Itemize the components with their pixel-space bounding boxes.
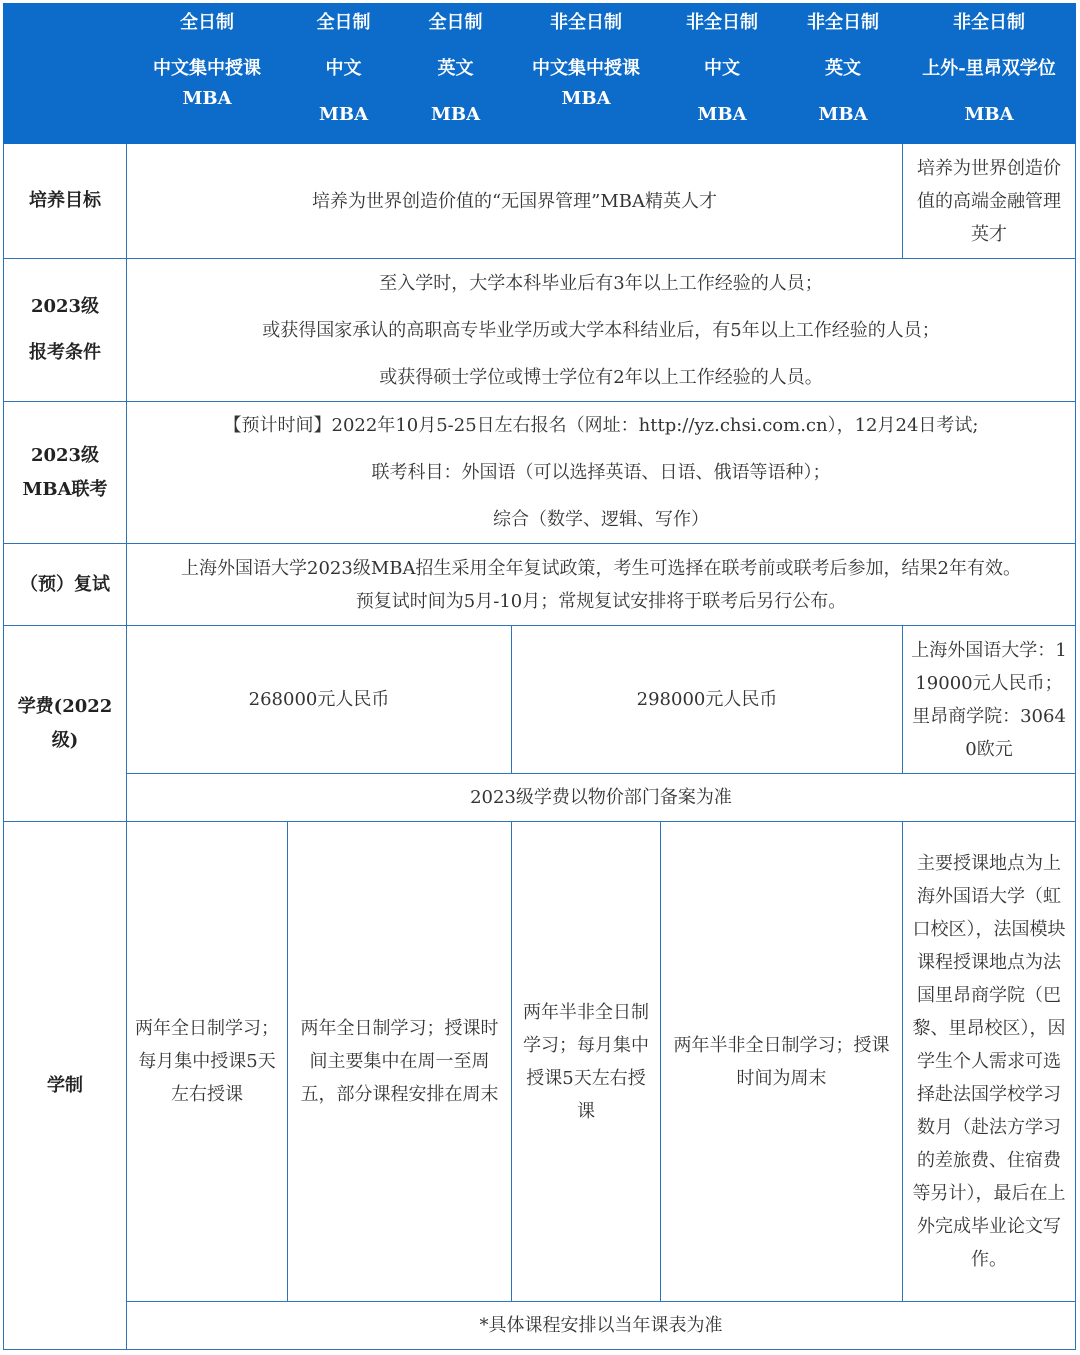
retest-info: 上海外国语大学2023级MBA招生采用全年复试政策，考生可选择在联考前或联考后参加，结果2年有效。 预复试时间为5月-10月；常规复试安排将于联考后另行公布。 — [127, 544, 1076, 626]
apply-conditions: 至入学时，大学本科毕业后有3年以上工作经验的人员； 或获得国家承认的高职高专毕业学历或大学本科结业后，有5年以上工作经验的人员； 或获得硕士学位或博士学位有2年以上工作经验的人员。 — [127, 259, 1076, 402]
system-label: 学制 — [4, 822, 127, 1350]
header-col-3: 全日制 英文 MBA — [400, 4, 512, 144]
system-dual: 主要授课地点为上海外国语大学（虹口校区），法国模块课程授课地点为法国里昂商学院（巴黎、里昂校区），因学生个人需求可选择赴法国学校学习数月（赴法方学习的差旅费、住宿费等另计），最后在上外完成毕业论文写作。 — [903, 822, 1076, 1302]
row-retest — [4, 544, 1076, 626]
apply-label: 2023级 报考条件 — [4, 259, 127, 402]
row-fee-note — [4, 774, 1076, 822]
row-apply — [4, 259, 1076, 402]
system-note: *具体课程安排以当年课表为准 — [127, 1302, 1076, 1350]
mba-program-table — [3, 3, 1076, 1350]
fee-label: 学费(2022级) — [4, 626, 127, 822]
exam-info: 【预计时间】2022年10月5-25日左右报名（网址：http://yz.chsi.com.cn），12月24日考试; 联考科目：外国语（可以选择英语、日语、俄语等语种）； 综合（数学、逻辑、写作） — [127, 402, 1076, 544]
row-system-note — [4, 1302, 1076, 1350]
goal-label: 培养目标 — [4, 144, 127, 259]
fee-parttime: 298000元人民币 — [512, 626, 903, 774]
header-col-4: 非全日制 中文集中授课 MBA — [512, 4, 661, 144]
header-col-2: 全日制 中文 MBA — [288, 4, 400, 144]
retest-label: （预）复试 — [4, 544, 127, 626]
system-c3: 两年半非全日制学习；每月集中授课5天左右授课 — [512, 822, 661, 1302]
system-c4: 两年半非全日制学习；授课时间为周末 — [661, 822, 903, 1302]
header-col-7: 非全日制 上外-里昂双学位 MBA — [903, 4, 1076, 144]
fee-fulltime: 268000元人民币 — [127, 626, 512, 774]
goal-main: 培养为世界创造价值的“无国界管理”MBA精英人才 — [127, 144, 903, 259]
header-col-6: 非全日制 英文 MBA — [784, 4, 903, 144]
row-fee — [4, 626, 1076, 774]
header-col-5: 非全日制 中文 MBA — [661, 4, 784, 144]
fee-dual: 上海外国语大学：119000元人民币；里昂商学院：30640欧元 — [903, 626, 1076, 774]
fee-note: 2023级学费以物价部门备案为准 — [127, 774, 1076, 822]
header-corner — [4, 4, 127, 144]
goal-dual: 培养为世界创造价值的高端金融管理英才 — [903, 144, 1076, 259]
exam-label: 2023级 MBA联考 — [4, 402, 127, 544]
system-c2: 两年全日制学习；授课时间主要集中在周一至周五，部分课程安排在周末 — [288, 822, 512, 1302]
header-row — [4, 4, 1076, 144]
system-c1: 两年全日制学习；每月集中授课5天左右授课 — [127, 822, 288, 1302]
row-exam — [4, 402, 1076, 544]
row-goal — [4, 144, 1076, 259]
row-system — [4, 822, 1076, 1302]
header-col-1: 全日制 中文集中授课 MBA — [127, 4, 288, 144]
